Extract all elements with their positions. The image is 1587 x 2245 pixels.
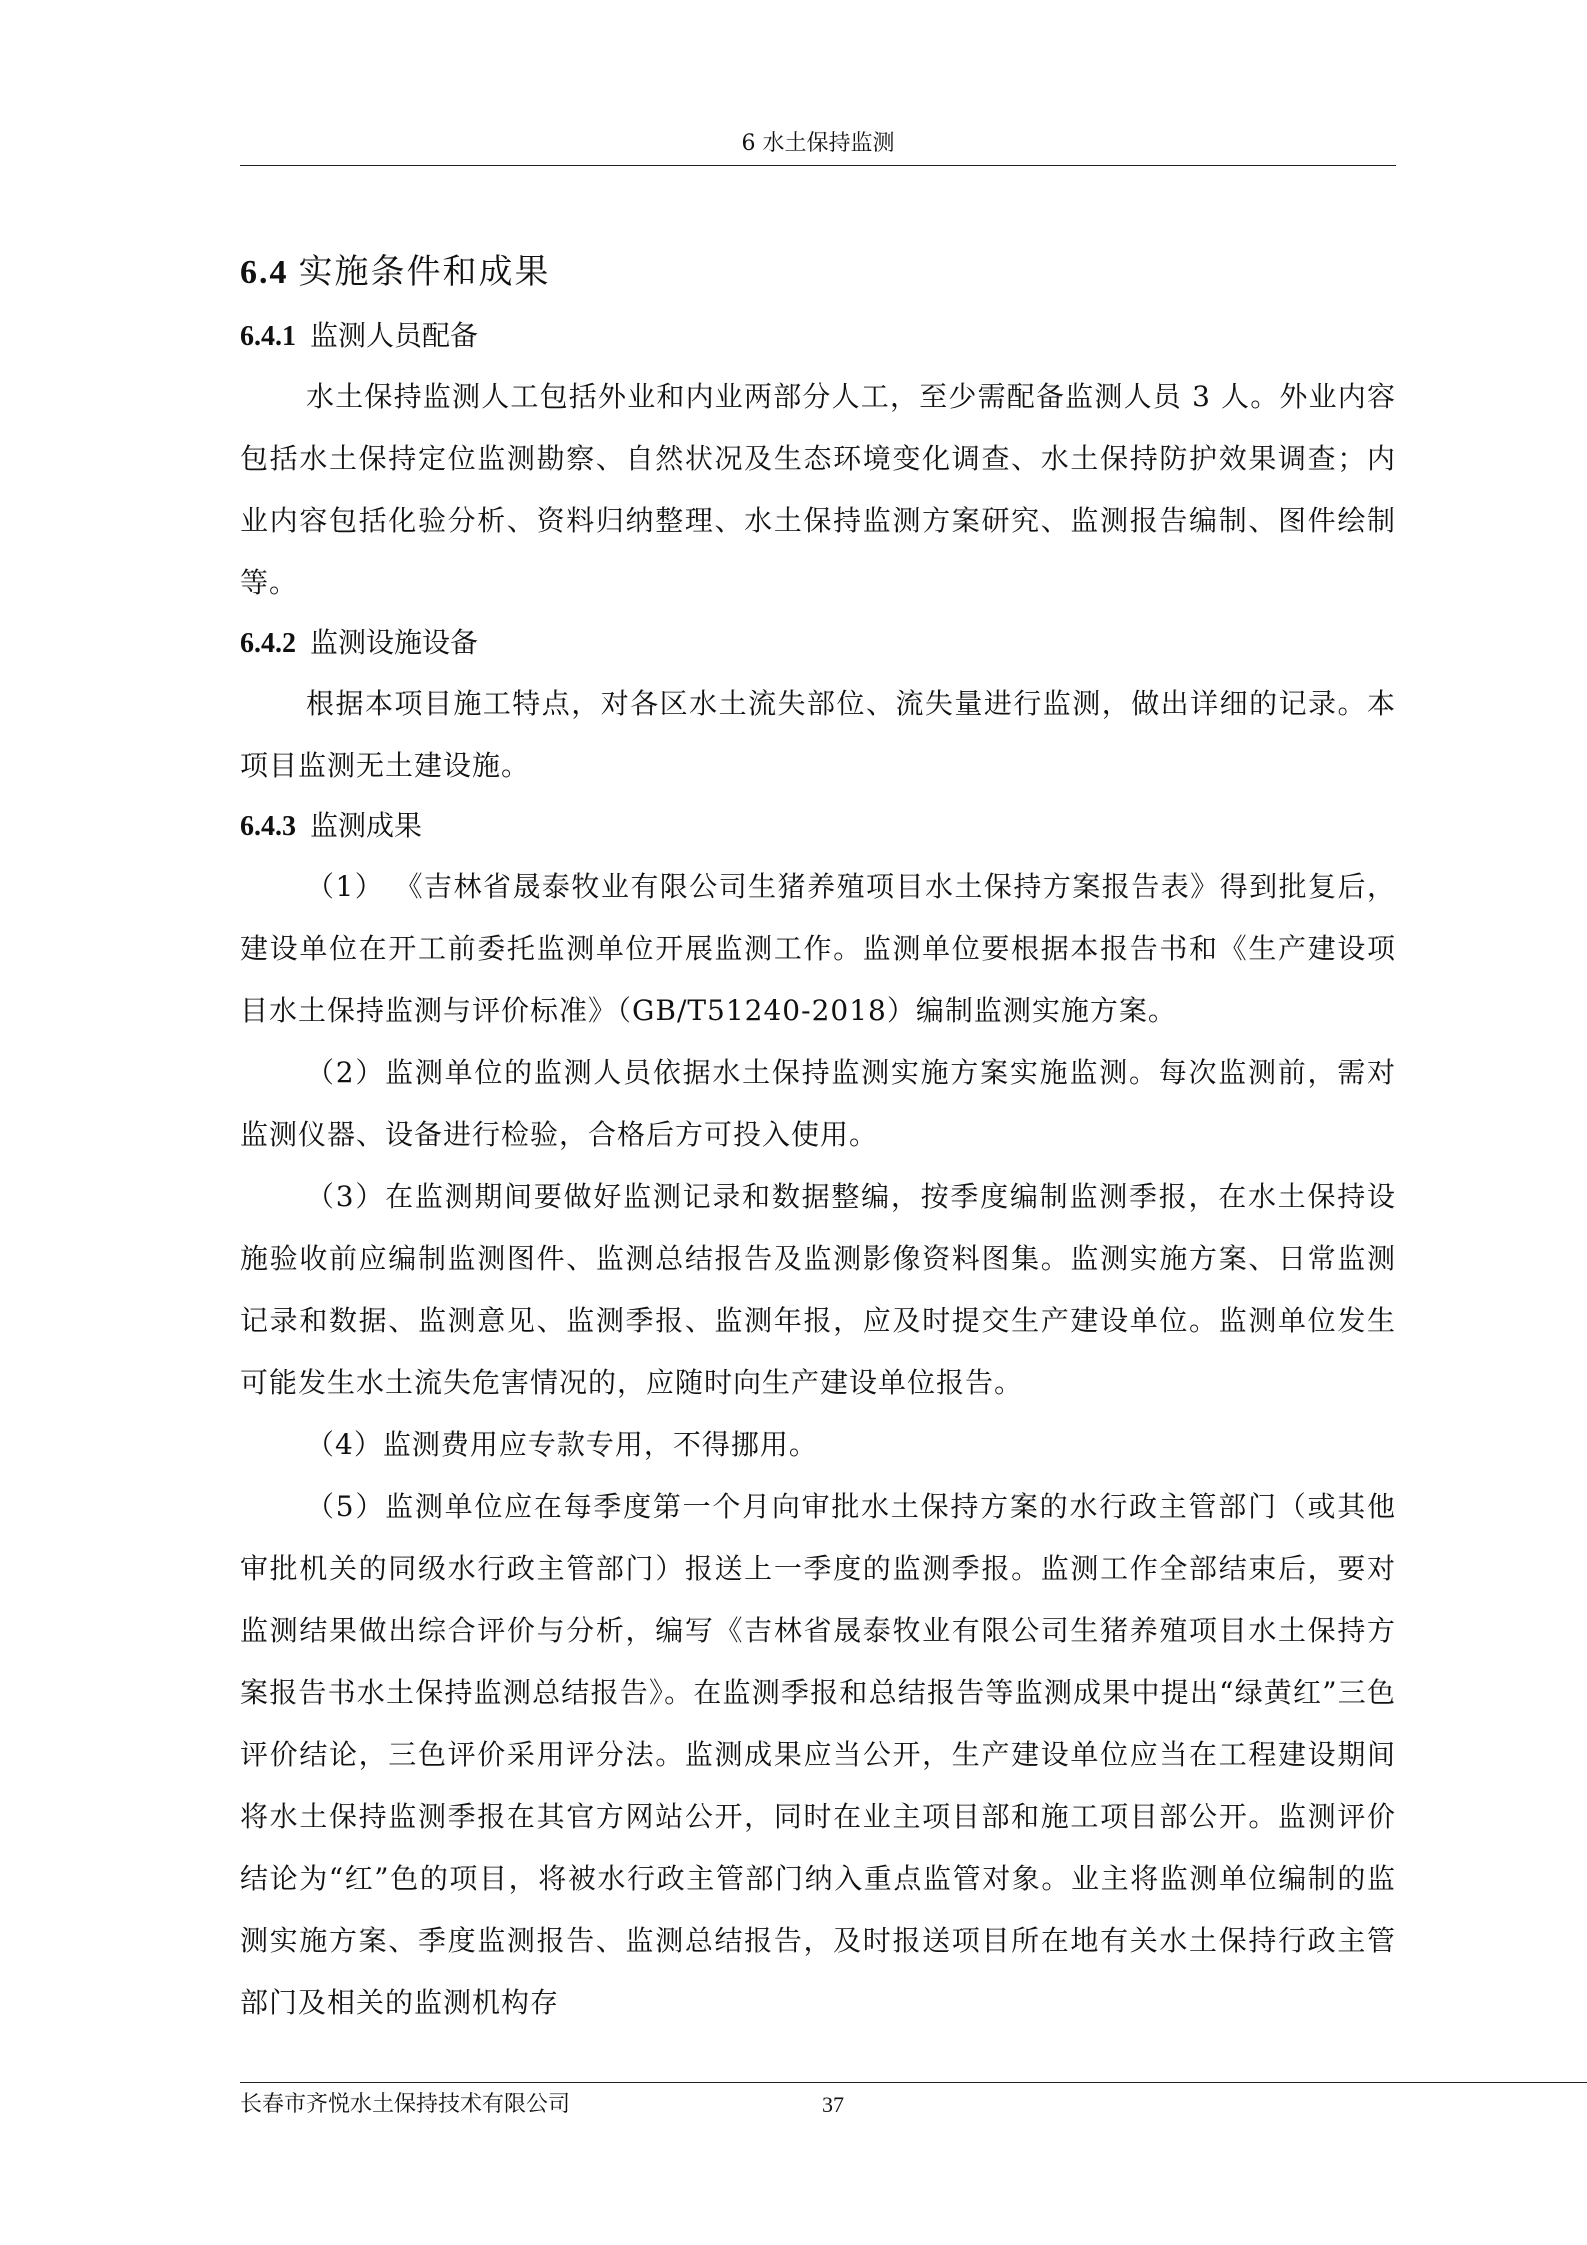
subsection-heading-6-4-3 <box>240 797 1396 856</box>
section-heading <box>240 240 1396 305</box>
subsection-number: 6.4.1 <box>240 321 296 352</box>
subsection-heading-6-4-1 <box>240 307 1396 366</box>
paragraph-item-1: （1） 《吉林省晟泰牧业有限公司生猪养殖项目水土保持方案报告表》得到批复后，建设单位在开工前委托监测单位开展监测工作。监测单位要根据本报告书和《生产建设项目水土保持监测与评价标准》（GB/T51240-2018）编制监测实施方案。 <box>240 870 1396 1027</box>
footer-company-name: 长春市齐悦水土保持技术有限公司 <box>240 2092 571 2117</box>
paragraph: 水土保持监测人工包括外业和内业两部分人工，至少需配备监测人员 3 人。外业内容包括水土保持定位监测勘察、自然状况及生态环境变化调查、水土保持防护效果调查；内业内容包括化验分析、资料归纳整理、水土保持监测方案研究、监测报告编制、图件绘制等。 <box>240 380 1396 599</box>
subsection-number: 6.4.3 <box>240 811 296 842</box>
paragraph-item-4: （4）监测费用应专款专用，不得挪用。 <box>306 1428 818 1461</box>
document-body <box>240 240 1396 2034</box>
header-divider <box>240 165 1396 166</box>
subsection-title: 监测设施设备 <box>310 626 479 659</box>
page-header-title: 6 水土保持监测 <box>741 131 895 156</box>
subsection-number: 6.4.2 <box>240 628 296 659</box>
paragraph: 根据本项目施工特点，对各区水土流失部位、流失量进行监测，做出详细的记录。本项目监测无土建设施。 <box>240 687 1396 782</box>
section-title: 实施条件和成果 <box>298 252 551 292</box>
paragraph-item-2: （2）监测单位的监测人员依据水土保持监测实施方案实施监测。每次监测前，需对监测仪器、设备进行检验，合格后方可投入使用。 <box>240 1056 1396 1151</box>
subsection-heading-6-4-2 <box>240 614 1396 673</box>
subsection-title: 监测成果 <box>310 809 423 842</box>
paragraph-item-3: （3）在监测期间要做好监测记录和数据整编，按季度编制监测季报，在水土保持设施验收前应编制监测图件、监测总结报告及监测影像资料图集。监测实施方案、日常监测记录和数据、监测意见、监测季报、监测年报，应及时提交生产建设单位。监测单位发生可能发生水土流失危害情况的，应随时向生产建设单位报告。 <box>240 1180 1396 1399</box>
page-number: 37 <box>822 2092 844 2117</box>
section-number: 6.4 <box>240 254 289 291</box>
footer-divider <box>240 2082 1587 2083</box>
paragraph-item-5: （5）监测单位应在每季度第一个月向审批水土保持方案的水行政主管部门（或其他审批机关的同级水行政主管部门）报送上一季度的监测季报。监测工作全部结束后，要对监测结果做出综合评价与分析，编写《吉林省晟泰牧业有限公司生猪养殖项目水土保持方案报告书水土保持监测总结报告》。在监测季报和总结报告等监测成果中提出“绿黄红”三色评价结论，三色评价采用评分法。监测成果应当公开，生产建设单位应当在工程建设期间将水土保持监测季报在其官方网站公开，同时在业主项目部和施工项目部公开。监测评价结论为“红”色的项目，将被水行政主管部门纳入重点监管对象。业主将监测单位编制的监测实施方案、季度监测报告、监测总结报告，及时报送项目所在地有关水土保持行政主管部门及相关的监测机构存 <box>240 1490 1396 2019</box>
subsection-title: 监测人员配备 <box>310 319 479 352</box>
